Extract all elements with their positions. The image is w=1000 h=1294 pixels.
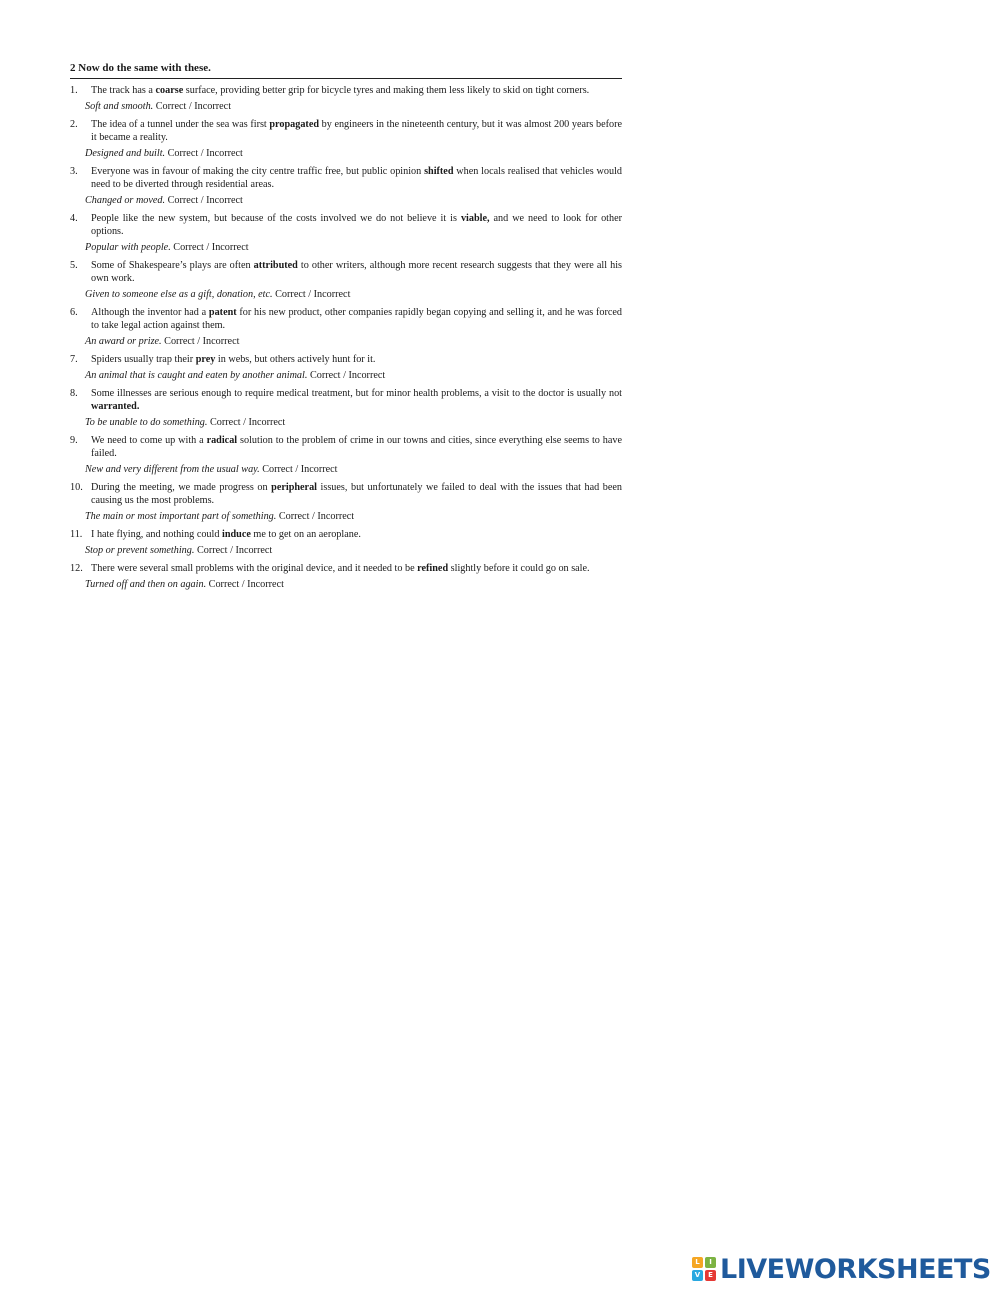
question-item [70, 353, 622, 382]
definition-line [85, 194, 622, 207]
definition-text: New and very different from the usual way. [85, 464, 260, 475]
option-separator: / [240, 417, 249, 428]
correct-option[interactable]: Correct [278, 511, 310, 522]
target-word: patent [208, 307, 237, 318]
correct-option[interactable]: Correct [167, 195, 199, 206]
question-text [91, 259, 622, 285]
target-word: propagated [269, 119, 320, 130]
question-item [70, 118, 622, 160]
question-sentence [70, 212, 622, 238]
question-sentence [70, 434, 622, 460]
definition-line [85, 578, 622, 591]
definition-text: Stop or prevent something. [85, 545, 195, 556]
liveworksheets-logo [692, 1252, 991, 1286]
sentence-end: to other writers, although more recent research suggests that they were all his own work. [91, 260, 622, 284]
question-text [91, 562, 622, 575]
incorrect-option[interactable]: Incorrect [211, 242, 249, 253]
question-text [91, 353, 622, 366]
correct-option[interactable]: Correct [309, 370, 341, 381]
incorrect-option[interactable]: Incorrect [247, 579, 284, 590]
question-number: 7. [70, 354, 78, 365]
incorrect-option[interactable]: Incorrect [313, 289, 351, 300]
question-text [91, 84, 622, 97]
definition-text: Designed and built. [85, 148, 166, 159]
definition-line [85, 463, 622, 476]
sentence-end: in webs, but others actively hunt for it. [215, 354, 376, 365]
question-item [70, 306, 622, 348]
correct-option[interactable]: Correct [208, 579, 240, 590]
option-separator: / [198, 195, 207, 206]
definition-text: Turned off and then on again. [85, 579, 207, 590]
definition-text: An animal that is caught and eaten by another animal. [85, 370, 308, 381]
target-word: warranted. [91, 401, 140, 412]
liveworksheets-logo-icon: L I V E [692, 1257, 716, 1281]
option-separator: / [292, 464, 301, 475]
incorrect-option[interactable]: Incorrect [202, 336, 240, 347]
target-word: viable, [460, 213, 490, 224]
sentence-start: The idea of a tunnel under the sea was first [91, 119, 270, 130]
question-item [70, 84, 622, 113]
option-separator: / [198, 148, 207, 159]
correct-option[interactable]: Correct [275, 289, 306, 300]
question-item [70, 562, 622, 591]
question-item [70, 434, 622, 476]
definition-text: Changed or moved. [85, 195, 166, 206]
correct-option[interactable]: Correct [164, 336, 195, 347]
sentence-end: slightly before it could go on sale. [448, 563, 590, 574]
question-list [70, 84, 622, 591]
sentence-start: During the meeting, we made progress on [91, 482, 272, 493]
sentence-start: I hate flying, and nothing could [91, 529, 222, 540]
definition-line [85, 369, 622, 382]
incorrect-option[interactable]: Incorrect [206, 148, 243, 159]
sentence-end: when locals realised that vehicles would need to be diverted through residential areas. [91, 166, 622, 190]
sentence-end: solution to the problem of crime in our towns and cities, since everything else seems to have failed. [91, 435, 622, 459]
definition-text: The main or most important part of something. [85, 511, 277, 522]
correct-option[interactable]: Correct [262, 464, 293, 475]
correct-option[interactable]: Correct [167, 148, 199, 159]
option-separator: / [340, 370, 349, 381]
definition-line [85, 100, 622, 113]
question-text [91, 434, 622, 460]
option-separator: / [227, 545, 236, 556]
definition-line [85, 288, 622, 301]
question-number: 8. [70, 388, 78, 399]
question-item [70, 481, 622, 523]
correct-option[interactable]: Correct [173, 242, 204, 253]
definition-line [85, 147, 622, 160]
definition-text: An award or prize. [85, 336, 162, 347]
option-separator: / [305, 289, 314, 300]
question-item [70, 528, 622, 557]
question-sentence [70, 259, 622, 285]
definition-line [85, 416, 622, 429]
definition-line [85, 241, 622, 254]
question-number: 2. [70, 119, 78, 130]
incorrect-option[interactable]: Incorrect [206, 195, 243, 206]
incorrect-option[interactable]: Incorrect [235, 545, 273, 556]
question-sentence [70, 562, 622, 575]
exercise-heading: 2 Now do the same with these. [70, 62, 622, 79]
question-number: 9. [70, 435, 78, 446]
sentence-end: and we need to look for other options. [91, 213, 623, 237]
incorrect-option[interactable]: Incorrect [194, 101, 232, 112]
question-text [91, 165, 622, 191]
option-separator: / [203, 242, 212, 253]
question-sentence [70, 353, 622, 366]
option-separator: / [239, 579, 248, 590]
question-sentence [70, 481, 622, 507]
sentence-start: We need to come up with a [91, 435, 207, 446]
sentence-end: surface, providing better grip for bicycle tyres and making them less likely to skid on tight corners. [183, 85, 590, 96]
question-text [91, 528, 622, 541]
sentence-start: Some illnesses are serious enough to require medical treatment, but for minor health problems, a visit to the doctor is usually not [91, 388, 622, 399]
worksheet [70, 62, 622, 591]
correct-option[interactable]: Correct [210, 417, 241, 428]
definition-line [85, 335, 622, 348]
sentence-start: Although the inventor had a [91, 307, 209, 318]
question-number: 12. [70, 563, 83, 574]
target-word: coarse [155, 85, 184, 96]
target-word: prey [195, 354, 216, 365]
question-number: 11. [70, 529, 83, 540]
sentence-end: issues, but unfortunately we failed to deal with the issues that had been causing us the most problems. [91, 482, 622, 506]
sentence-start: Spiders usually trap their [91, 354, 196, 365]
sentence-start: Some of Shakespeare’s plays are often [91, 260, 254, 271]
definition-text: To be unable to do something. [85, 417, 208, 428]
question-number: 6. [70, 307, 78, 318]
question-item [70, 165, 622, 207]
target-word: radical [206, 435, 238, 446]
correct-option[interactable]: Correct [196, 545, 228, 556]
incorrect-option[interactable]: Incorrect [348, 370, 386, 381]
sentence-end: for his new product, other companies rapidly began copying and selling it, and he was forced to take legal action against them. [91, 307, 622, 331]
target-word: induce [222, 529, 251, 540]
question-item [70, 259, 622, 301]
incorrect-option[interactable]: Incorrect [317, 511, 355, 522]
target-word: peripheral [271, 482, 317, 493]
question-text [91, 306, 622, 332]
option-separator: / [194, 336, 203, 347]
question-number: 4. [70, 213, 78, 224]
question-text [91, 481, 622, 507]
definition-text: Given to someone else as a gift, donation, etc. [85, 289, 273, 300]
option-separator: / [309, 511, 318, 522]
sentence-end: me to get on an aeroplane. [250, 529, 361, 540]
question-item [70, 387, 622, 429]
question-sentence [70, 387, 622, 413]
sentence-start: There were several small problems with the original device, and it needed to be [91, 563, 418, 574]
option-separator: / [186, 101, 195, 112]
incorrect-option[interactable]: Incorrect [248, 417, 286, 428]
question-sentence [70, 84, 622, 97]
question-text [91, 212, 622, 238]
question-number: 3. [70, 166, 78, 177]
question-sentence [70, 528, 622, 541]
question-sentence [70, 118, 622, 144]
question-text [91, 387, 622, 413]
definition-text: Popular with people. [85, 242, 171, 253]
sentence-end: by engineers in the nineteenth century, but it was almost 200 years before it became a reality. [91, 119, 623, 143]
correct-option[interactable]: Correct [155, 101, 187, 112]
target-word: attributed [253, 260, 298, 271]
question-number: 1. [70, 85, 78, 96]
target-word: shifted [424, 166, 454, 177]
sentence-start: The track has a [91, 85, 156, 96]
question-sentence [70, 165, 622, 191]
definition-line [85, 510, 622, 523]
target-word: refined [417, 563, 449, 574]
question-number: 5. [70, 260, 78, 271]
question-text [91, 118, 622, 144]
definition-line [85, 544, 622, 557]
definition-text: Soft and smooth. [85, 101, 154, 112]
sentence-start: Everyone was in favour of making the city centre traffic free, but public opinion [91, 166, 425, 177]
incorrect-option[interactable]: Incorrect [300, 464, 338, 475]
sentence-start: People like the new system, but because of the costs involved we do not believe it is [91, 213, 461, 224]
liveworksheets-logo-text: LIVEWORKSHEETS [720, 1253, 991, 1285]
question-item [70, 212, 622, 254]
question-sentence [70, 306, 622, 332]
question-number: 10. [70, 482, 83, 493]
